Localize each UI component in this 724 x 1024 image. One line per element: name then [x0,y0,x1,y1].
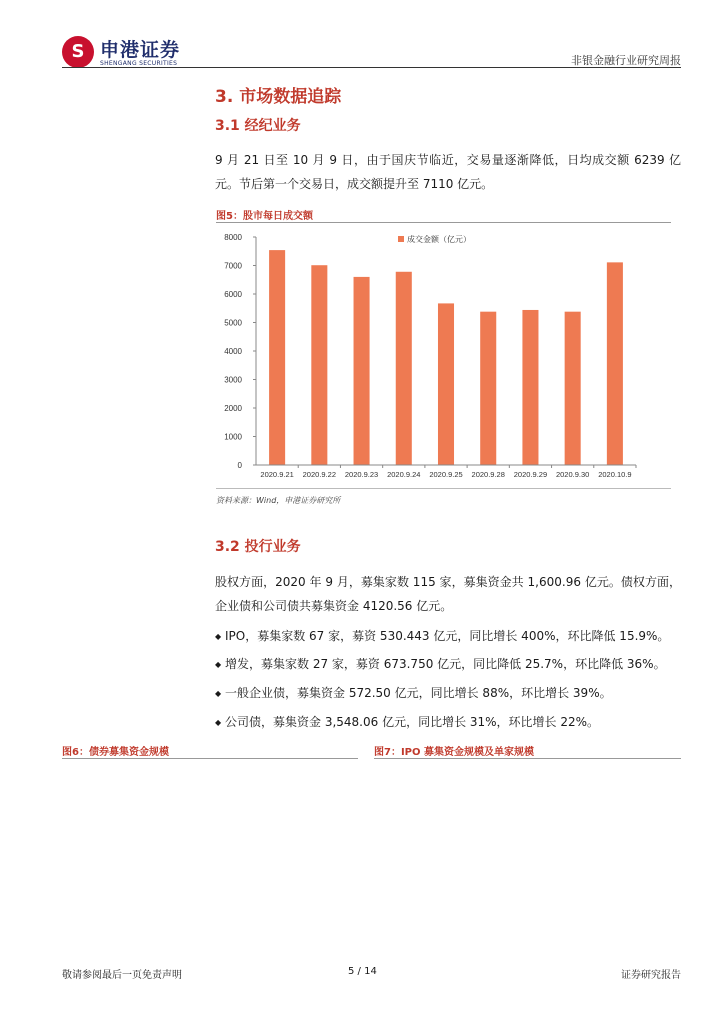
footer-disclaimer-note: 敬请参阅最后一页免责声明 [62,970,182,981]
y-tick-label: 7000 [224,261,242,271]
y-tick-label: 1000 [224,432,242,442]
diamond-bullet-icon: ◆ [215,632,222,641]
y-tick-label: 2000 [224,404,242,413]
company-logo-icon [62,36,94,68]
figure-5-bottom-rule [216,488,671,489]
x-tick-label: 2020.9.21 [260,470,294,479]
bar [522,310,538,465]
bullet-item-additional-issuance [215,655,681,674]
figure-5-top-rule [216,222,671,223]
diamond-bullet-icon: ◆ [215,660,222,669]
bar [565,312,581,465]
x-tick-label: 2020.9.29 [513,470,548,479]
legend-swatch [398,236,404,242]
bullet-item-corporate-bond [215,713,681,732]
x-tick-label: 2020.9.25 [429,470,463,479]
y-tick-label: 4000 [224,347,242,356]
x-tick-label: 2020.10.9 [598,470,632,479]
investment-banking-paragraph: 股权方面，2020 年 9 月，募集家数 115 家，募集资金共 1,600.96 亿元。债权方面，企业债和公司债共募集资金 4120.56 亿元。 [215,575,681,613]
bullet-text: 一般企业债，募集资金 572.50 亿元，同比增长 88%，环比增长 39%。 [225,686,612,700]
x-tick-label: 2020.9.28 [471,470,505,479]
chart-legend [398,234,471,244]
daily-turnover-chart [216,228,671,486]
y-tick-label: 3000 [224,375,242,385]
diamond-bullet-icon: ◆ [215,718,222,727]
figure-5-title: 图5：股市每日成交额 [216,211,313,222]
bullet-text: 公司债，募集资金 3,548.06 亿元，同比增长 31%，环比增长 22%。 [225,715,600,729]
bullet-text: 增发，募集家数 27 家，募资 673.750 亿元，同比降低 25.7%，环比降低 36%。 [225,657,666,671]
bullet-item-enterprise-bond [215,684,681,703]
company-name: 申港证券 [100,39,181,61]
bar [311,265,327,465]
bullet-item-ipo [215,627,681,646]
header-divider [62,67,681,68]
legend-label: 成交金额（亿元） [407,235,471,244]
logo-mark: S [71,41,85,62]
bullet-text: IPO，募集家数 67 家，募资 530.443 亿元，同比增长 400%，环比降低 15.9%。 [225,629,670,643]
bar [354,277,370,465]
x-tick-label: 2020.9.23 [344,470,379,479]
x-tick-label: 2020.9.30 [555,470,590,479]
bar [438,303,454,465]
y-tick-label: 6000 [224,290,242,299]
footer-report-label: 证券研究报告 [621,970,681,981]
brokerage-paragraph: 9 月 21 日至 10 月 9 日，由于国庆节临近，交易量逐渐降低，日均成交额 6239 亿元。节后第一个交易日，成交额提升至 7110 亿元。 [215,153,681,191]
page-number: 5 / 14 [348,966,377,977]
x-tick-label: 2020.9.24 [387,470,421,479]
y-tick-label: 8000 [224,233,242,242]
y-axis [224,233,256,470]
subsection-title-investment-banking: 3.2 投行业务 [215,539,301,555]
figure-7-rule [374,758,681,759]
bar [269,250,285,465]
bar [607,262,623,465]
x-tick-label: 2020.9.22 [302,470,337,479]
figure-6-rule [62,758,358,759]
section-title: 3. 市场数据追踪 [215,87,342,107]
x-axis [256,465,636,479]
bar [480,312,496,465]
report-type: 非银金融行业研究周报 [571,54,681,67]
subsection-title-brokerage: 3.1 经纪业务 [215,118,301,134]
figure-6-title: 图6：债券募集资金规模 [62,747,169,758]
bars [269,250,623,465]
company-name-en: SHENGANG SECURITIES [100,60,178,67]
y-tick-label: 0 [237,461,242,470]
diamond-bullet-icon: ◆ [215,689,222,698]
figure-5-source: 资料来源：Wind，申港证券研究所 [216,496,341,505]
figure-7-title: 图7：IPO 募集资金规模及单家规模 [374,747,534,758]
bar [396,272,412,465]
y-tick-label: 5000 [224,318,242,328]
